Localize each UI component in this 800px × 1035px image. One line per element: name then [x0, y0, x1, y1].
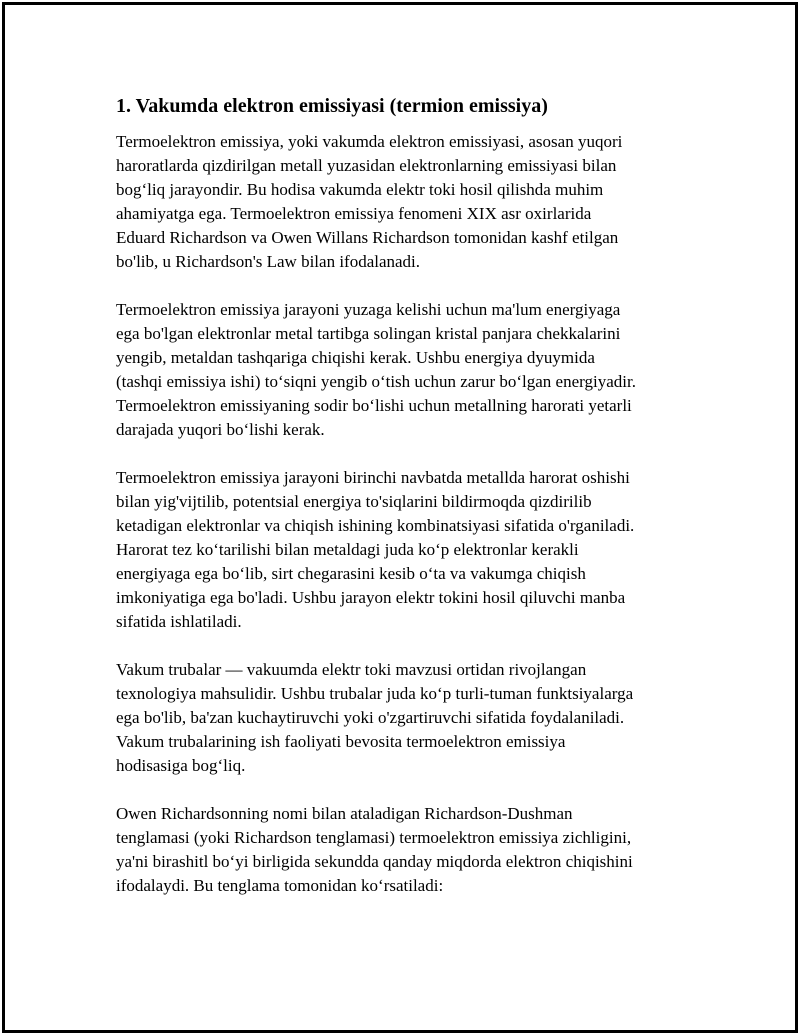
text-line: bo'lib, u Richardson's Law bilan ifodalanadi. [116, 252, 421, 271]
text-line: Vakum trubalar — vakuumda elektr toki mavzusi ortidan rivojlangan [116, 660, 587, 679]
text-line: Eduard Richardson va Owen Willans Richardson tomonidan kashf etilgan [116, 228, 619, 247]
text-line: Termoelektron emissiya jarayoni yuzaga kelishi uchun ma'lum energiyaga [116, 300, 621, 319]
paragraph-4 [116, 658, 696, 778]
text-line: sifatida ishlatiladi. [116, 612, 242, 631]
paragraph-1 [116, 130, 696, 274]
section-heading: 1. Vakumda elektron emissiyasi (termion emissiya) [116, 95, 548, 117]
text-line: Owen Richardsonning nomi bilan ataladigan Richardson-Dushman [116, 804, 573, 823]
text-line: hodisasiga bog‘liq. [116, 756, 246, 775]
text-line: ya'ni birashitl bo‘yi birligida sekundda qanday miqdorda elektron chiqishini [116, 852, 633, 871]
text-line: Termoelektron emissiya jarayoni birinchi navbatda metallda harorat oshishi [116, 468, 630, 487]
text-line: Vakum trubalarining ish faoliyati bevosita termoelektron emissiya [116, 732, 566, 751]
text-line: Termoelektron emissiya, yoki vakumda elektron emissiyasi, asosan yuqori [116, 132, 623, 151]
text-line: tenglamasi (yoki Richardson tenglamasi) termoelektron emissiya zichligini, [116, 828, 632, 847]
text-line: ega bo'lib, ba'zan kuchaytiruvchi yoki o'zgartiruvchi sifatida foydalaniladi. [116, 708, 625, 727]
text-line: ifodalaydi. Bu tenglama tomonidan ko‘rsatiladi: [116, 876, 444, 895]
paragraph-5 [116, 802, 696, 898]
text-line: ega bo'lgan elektronlar metal tartibga solingan kristal panjara chekkalarini [116, 324, 621, 343]
text-line: bog‘liq jarayondir. Bu hodisa vakumda elektr toki hosil qilishda muhim [116, 180, 604, 199]
text-line: Termoelektron emissiyaning sodir bo‘lishi uchun metallning harorati yetarli [116, 396, 632, 415]
document-body [116, 92, 696, 922]
text-line: ahamiyatga ega. Termoelektron emissiya fenomeni XIX asr oxirlarida [116, 204, 592, 223]
text-line: imkoniyatiga ega bo'ladi. Ushbu jarayon elektr tokini hosil qiluvchi manba [116, 588, 626, 607]
text-line: texnologiya mahsulidir. Ushbu trubalar juda ko‘p turli-tuman funktsiyalarga [116, 684, 634, 703]
text-line: bilan yig'vijtilib, potentsial energiya to'siqlarini bildirmoqda qizdirilib [116, 492, 592, 511]
paragraph-3 [116, 466, 696, 634]
text-line: energiyaga ega bo‘lib, sirt chegarasini kesib o‘ta va vakumga chiqish [116, 564, 586, 583]
text-line: ketadigan elektronlar va chiqish ishining kombinatsiyasi sifatida o'rganiladi. [116, 516, 635, 535]
text-line: haroratlarda qizdirilgan metall yuzasidan elektronlarning emissiyasi bilan [116, 156, 617, 175]
text-line: Harorat tez ko‘tarilishi bilan metaldagi juda ko‘p elektronlar kerakli [116, 540, 579, 559]
text-line: darajada yuqori bo‘lishi kerak. [116, 420, 325, 439]
text-line: (tashqi emissiya ishi) to‘siqni yengib o‘tish uchun zarur bo‘lgan energiyadir. [116, 372, 636, 391]
paragraph-2 [116, 298, 696, 442]
text-line: yengib, metaldan tashqariga chiqishi kerak. Ushbu energiya dyuymida [116, 348, 595, 367]
